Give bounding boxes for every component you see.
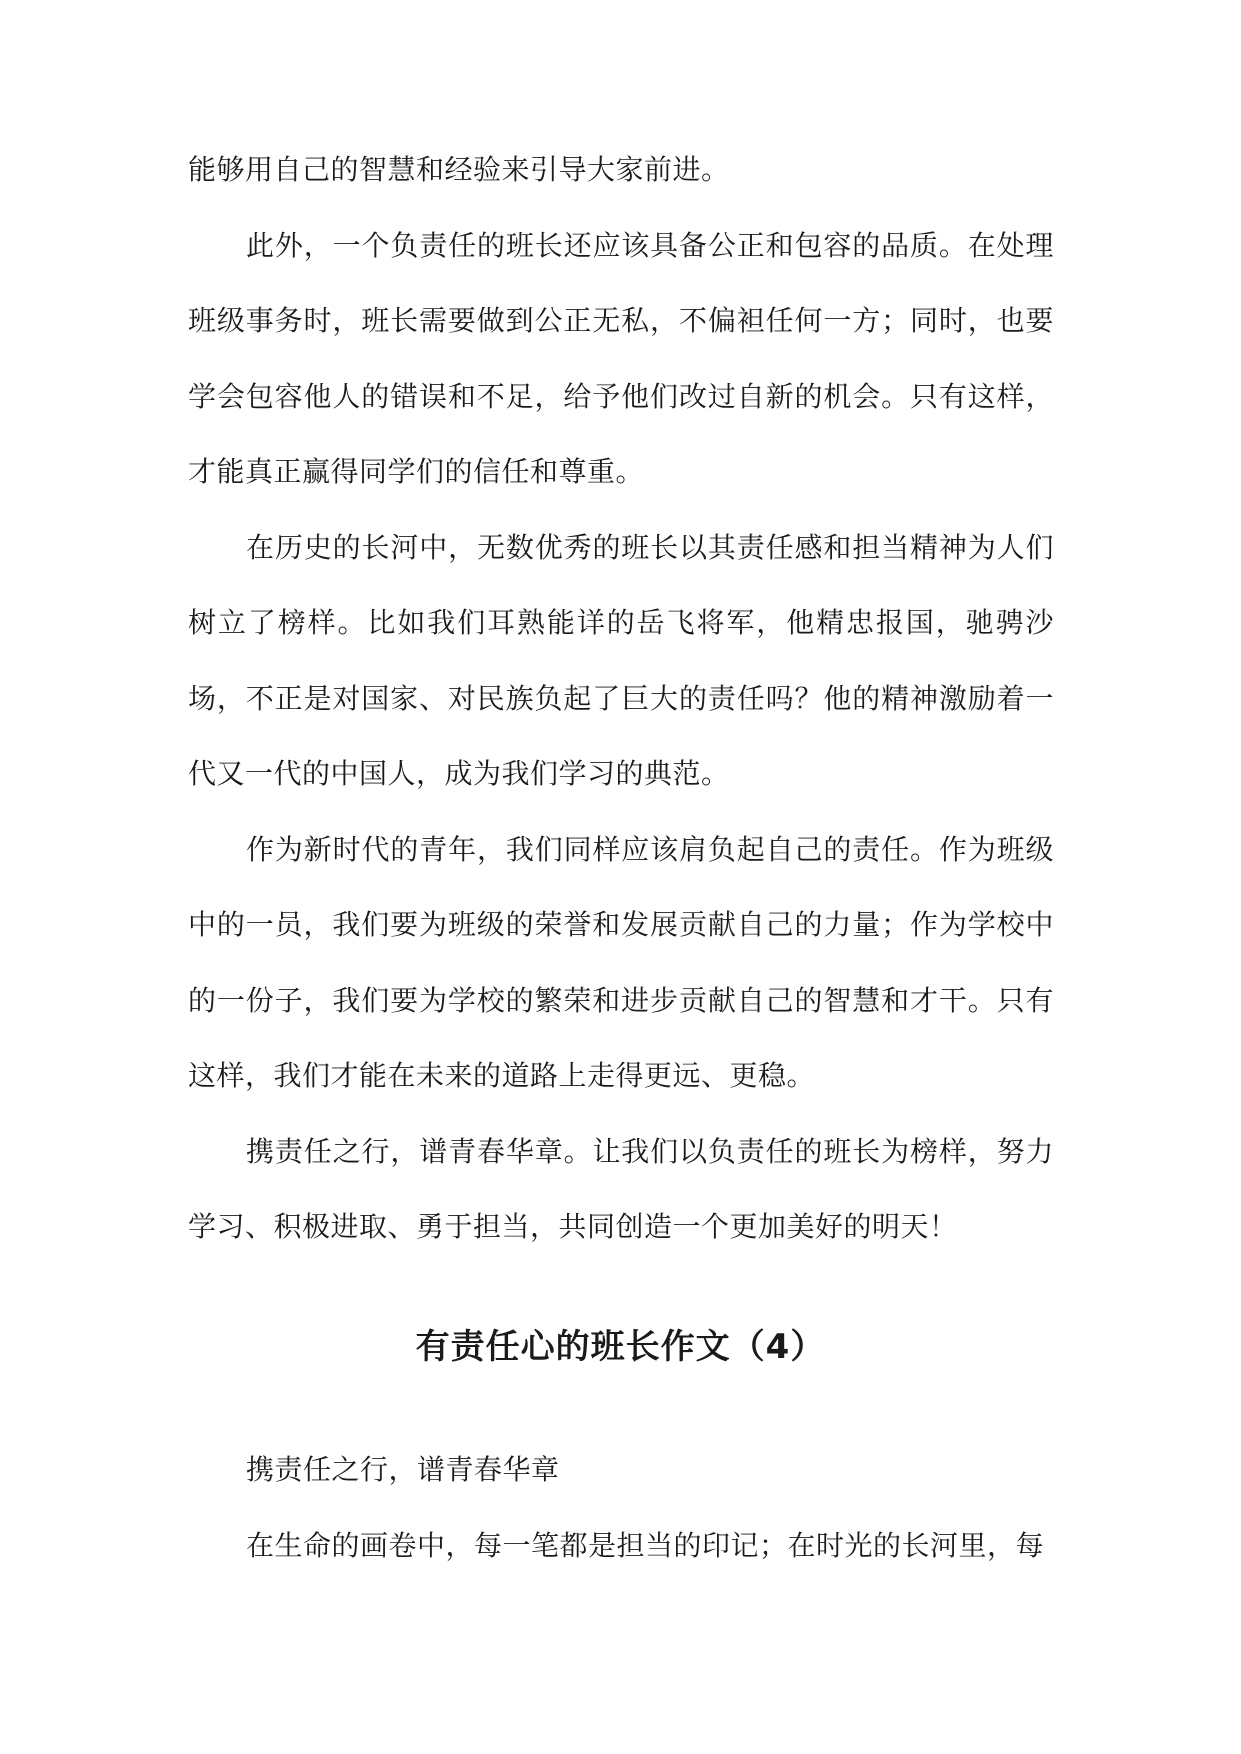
body-text-bottom (188, 1432, 1054, 1583)
paragraph-history: 在历史的长河中，无数优秀的班长以其责任感和担当精神为人们树立了榜样。比如我们耳熟能详的岳飞将军，他精忠报国，驰骋沙场，不正是对国家、对民族负起了巨大的责任吗？他的精神激励着一代又一代的中国人，成为我们学习的典范。 (188, 530, 1054, 790)
section-title: 有责任心的班长作文（4） (415, 1327, 826, 1367)
paragraph-fairness: 此外，一个负责任的班长还应该具备公正和包容的品质。在处理班级事务时，班长需要做到公正无私，不偏袒任何一方；同时，也要学会包容他人的错误和不足，给予他们改过自新的机会。只有这样，才能真正赢得同学们的信任和尊重。 (188, 228, 1054, 488)
paragraph-conclusion: 携责任之行，谱青春华章。让我们以负责任的班长为榜样，努力学习、积极进取、勇于担当，共同创造一个更加美好的明天！ (188, 1134, 1054, 1243)
paragraph-opening: 在生命的画卷中，每一笔都是担当的印记；在时光的长河里，每 (246, 1528, 1045, 1562)
paragraph-youth: 作为新时代的青年，我们同样应该肩负起自己的责任。作为班级中的一员，我们要为班级的荣誉和发展贡献自己的力量；作为学校中的一份子，我们要为学校的繁荣和进步贡献自己的智慧和才干。只有这样，我们才能在未来的道路上走得更远、更稳。 (188, 832, 1054, 1092)
paragraph-continuation: 能够用自己的智慧和经验来引导大家前进。 (188, 153, 730, 186)
body-text-top (188, 132, 1054, 1265)
essay-subtitle: 携责任之行，谱青春华章 (246, 1453, 560, 1486)
